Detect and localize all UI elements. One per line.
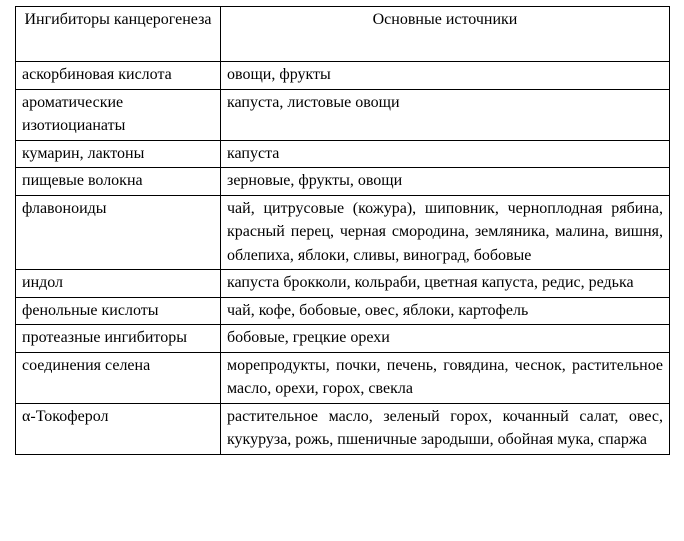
inhibitor-cell: индол	[16, 270, 221, 298]
sources-cell: зерновые, фрукты, овощи	[221, 168, 670, 196]
sources-cell: растительное масло, зеленый горох, кочанный салат, овес, кукуруза, рожь, пшеничные зародыши, обойная мука, спаржа	[221, 403, 670, 454]
table-row	[16, 297, 670, 325]
sources-cell: морепродукты, почки, печень, говядина, чеснок, растительное масло, орехи, горох, свекла	[221, 352, 670, 403]
table-row	[16, 89, 670, 140]
table-row	[16, 325, 670, 353]
table-row	[16, 352, 670, 403]
inhibitor-cell: α-Токоферол	[16, 403, 221, 454]
sources-cell: овощи, фрукты	[221, 62, 670, 90]
sources-cell: бобовые, грецкие орехи	[221, 325, 670, 353]
header-sources: Основные источники	[221, 7, 670, 62]
sources-cell: капуста брокколи, кольраби, цветная капуста, редис, редька	[221, 270, 670, 298]
sources-cell: капуста	[221, 140, 670, 168]
sources-cell: чай, кофе, бобовые, овес, яблоки, картофель	[221, 297, 670, 325]
inhibitor-cell: флавоноиды	[16, 195, 221, 270]
sources-cell: капуста, листовые овощи	[221, 89, 670, 140]
sources-cell: чай, цитрусовые (кожура), шиповник, черноплодная рябина, красный перец, черная смородина, земляника, малина, вишня, облепиха, яблоки, сливы, виноград, бобовые	[221, 195, 670, 270]
table-row	[16, 62, 670, 90]
table-row	[16, 270, 670, 298]
table-row	[16, 140, 670, 168]
inhibitor-cell: протеазные ингибиторы	[16, 325, 221, 353]
table-header-row	[16, 7, 670, 62]
inhibitor-cell: фенольные кислоты	[16, 297, 221, 325]
inhibitor-cell: кумарин, лактоны	[16, 140, 221, 168]
inhibitors-table-container	[15, 6, 669, 455]
table-row	[16, 403, 670, 454]
inhibitor-cell: пищевые волокна	[16, 168, 221, 196]
table-row	[16, 195, 670, 270]
carcinogenesis-inhibitors-table	[15, 6, 670, 455]
inhibitor-cell: ароматические изотиоцианаты	[16, 89, 221, 140]
inhibitor-cell: соединения селена	[16, 352, 221, 403]
table-row	[16, 168, 670, 196]
header-inhibitors: Ингибиторы канцерогенеза	[16, 7, 221, 62]
inhibitor-cell: аскорбиновая кислота	[16, 62, 221, 90]
